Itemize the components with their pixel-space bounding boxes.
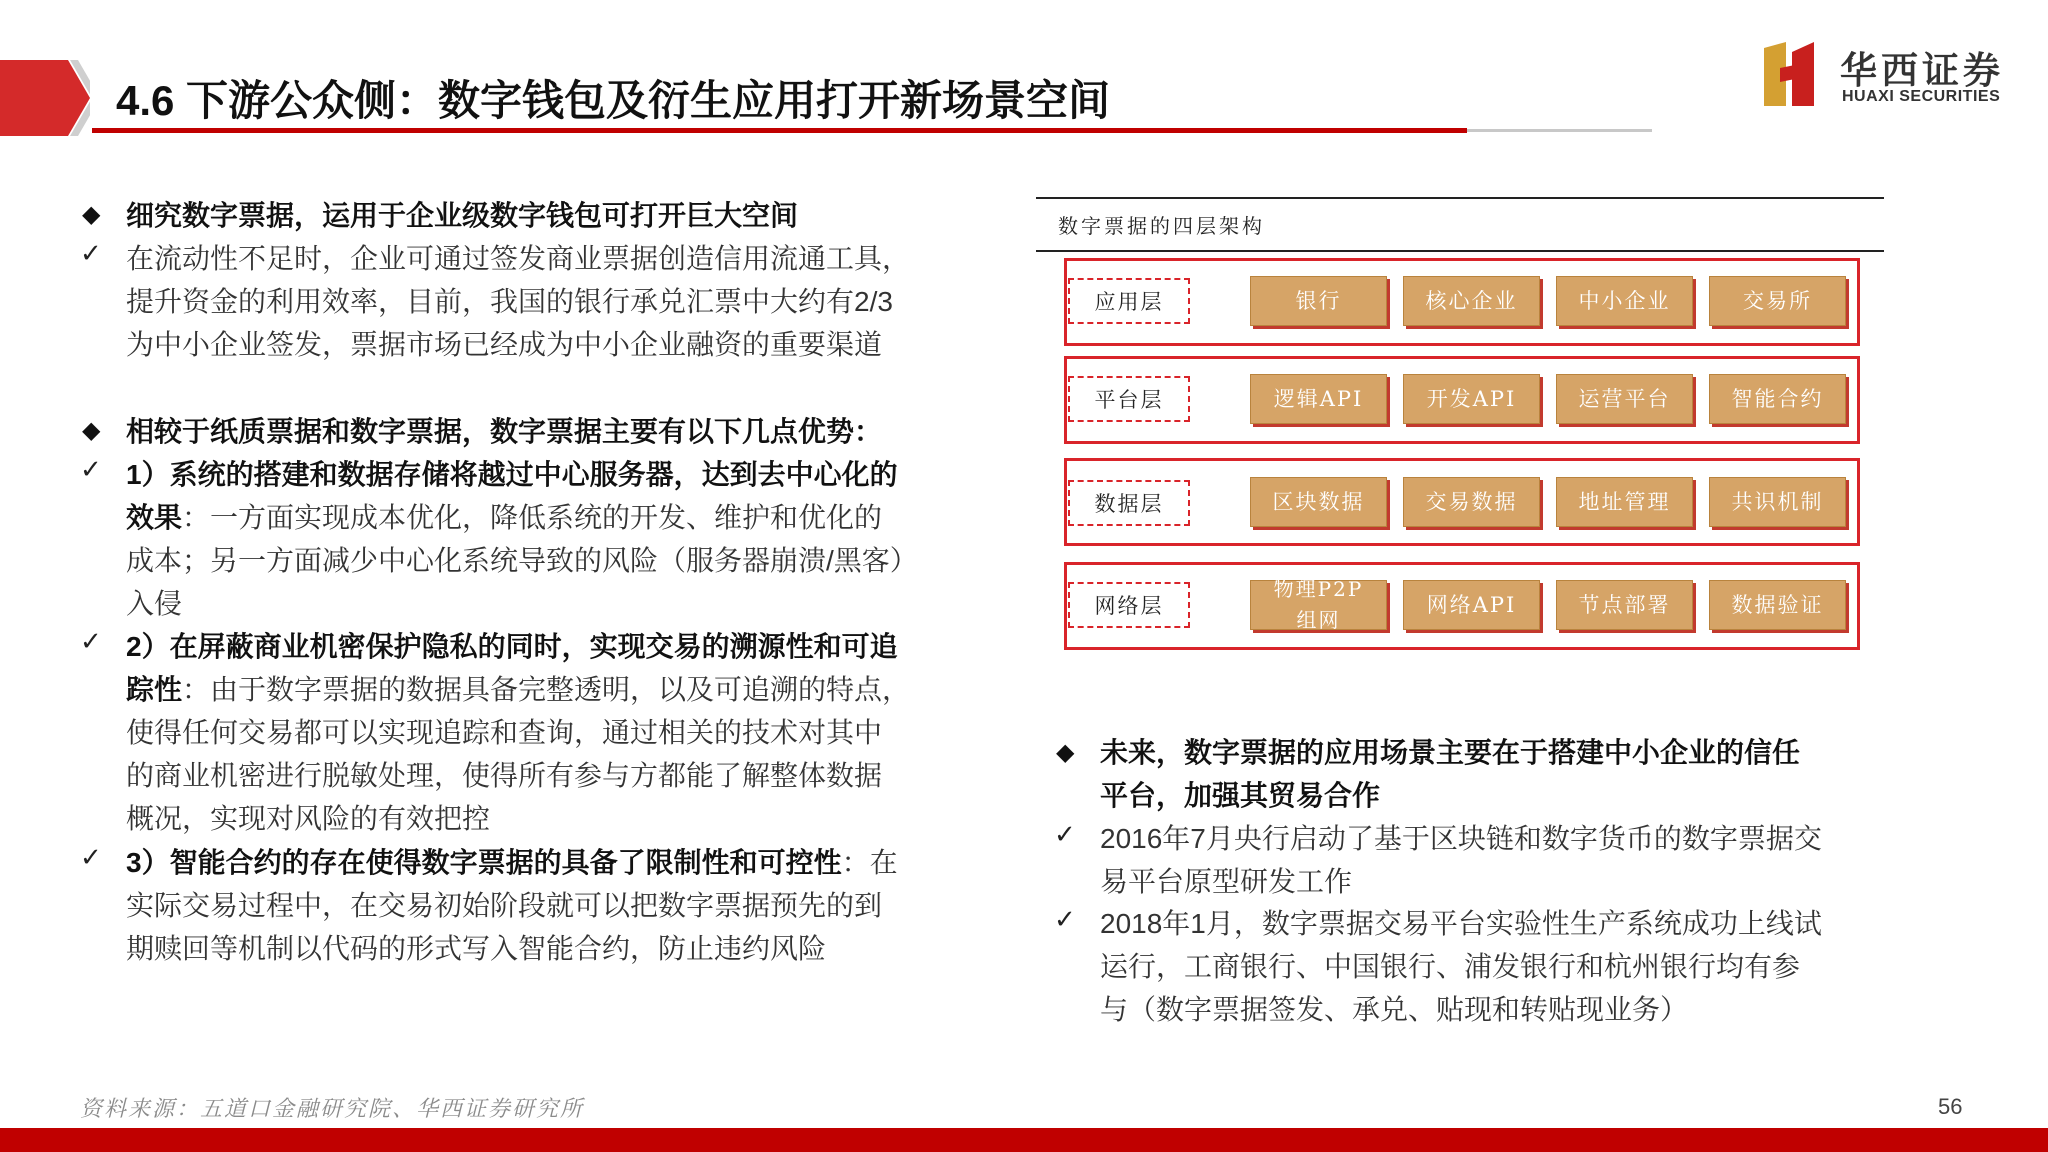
checkmark-icon: ✓ <box>80 238 102 268</box>
checkmark-icon: ✓ <box>80 454 102 484</box>
node-core-enterprise: 核心企业 <box>1403 276 1540 326</box>
figure-caption: 数字票据的四层架构 <box>1058 214 1265 238</box>
node-deployment: 节点部署 <box>1556 580 1693 630</box>
title-arrow-icon <box>0 60 90 136</box>
future-heading: 未来，数字票据的应用场景主要在于搭建中小企业的信任 平台，加强其贸易合作 <box>1100 737 1801 811</box>
node-dev-api: 开发API <box>1403 374 1540 424</box>
layer-label-network: 网络层 <box>1068 582 1190 628</box>
advantage-item-2: 2）在屏蔽商业机密保护隐私的同时，实现交易的溯源性和可追 踪性：由于数字票据的数据具备完整透明，以及可追溯的特点， 使得任何交易都可以实现追踪和查询，通过相关的技术对其中 的商业机密进行脱敏处理，使得所有参与方都能了解整体数据 概况，实现对风险的有效把控 <box>126 631 911 834</box>
checkmark-icon: ✓ <box>80 626 102 656</box>
node-consensus: 共识机制 <box>1709 477 1846 527</box>
page-number: 56 <box>1938 1094 1963 1119</box>
node-logic-api: 逻辑API <box>1250 374 1387 424</box>
title-underline-gray <box>1467 129 1652 132</box>
node-p2p-network: 物理P2P 组网 <box>1250 580 1387 630</box>
company-logo <box>1760 40 2010 110</box>
node-address-management: 地址管理 <box>1556 477 1693 527</box>
node-transaction-data: 交易数据 <box>1403 477 1540 527</box>
source-note: 资料来源：五道口金融研究院、华西证券研究所 <box>80 1097 585 1122</box>
future-item-2: 2018年1月，数字票据交易平台实验性生产系统成功上线试 运行，工商银行、中国银行、浦发银行和杭州银行均有参 与（数字票据签发、承兑、贴现和转贴现业务） <box>1100 908 1822 1025</box>
diamond-bullet-icon: ◆ <box>82 417 101 444</box>
checkmark-icon: ✓ <box>1054 819 1076 849</box>
diamond-bullet-icon: ◆ <box>1056 739 1075 766</box>
page-title: 4.6 下游公众侧：数字钱包及衍生应用打开新场景空间 <box>116 77 1111 124</box>
node-data-validation: 数据验证 <box>1709 580 1846 630</box>
section2-heading: 相较于纸质票据和数字票据，数字票据主要有以下几点优势： <box>126 416 883 447</box>
logo-text-cn: 华西证券 <box>1840 48 2004 92</box>
logo-text-en: HUAXI SECURITIES <box>1842 88 2001 105</box>
logo-mark-icon <box>1760 42 1818 106</box>
checkmark-icon: ✓ <box>80 842 102 872</box>
layer-label-platform: 平台层 <box>1068 376 1190 422</box>
node-sme: 中小企业 <box>1556 276 1693 326</box>
advantage-item-3: 3）智能合约的存在使得数字票据的具备了限制性和可控性：在 实际交易过程中，在交易初始阶段就可以把数字票据预先的到 期赎回等机制以代码的形式写入智能合约，防止违约风险 <box>126 847 898 964</box>
section1-heading: 细究数字票据，运用于企业级数字钱包可打开巨大空间 <box>126 200 799 231</box>
node-block-data: 区块数据 <box>1250 477 1387 527</box>
node-network-api: 网络API <box>1403 580 1540 630</box>
title-underline <box>92 128 1467 133</box>
section1-body: 在流动性不足时，企业可通过签发商业票据创造信用流通工具， 提升资金的利用效率，目前，我国的银行承兑汇票中大约有2/3 为中小企业签发，票据市场已经成为中小企业融资的重要渠道 <box>126 243 911 360</box>
diamond-bullet-icon: ◆ <box>82 201 101 228</box>
figure-caption-rule <box>1036 250 1884 252</box>
checkmark-icon: ✓ <box>1054 904 1076 934</box>
figure-top-rule <box>1036 197 1884 199</box>
layer-label-data: 数据层 <box>1068 480 1190 526</box>
advantage-item-1: 1）系统的搭建和数据存储将越过中心服务器，达到去中心化的 效果：一方面实现成本优化，降低系统的开发、维护和优化的 成本；另一方面减少中心化系统导致的风险（服务器崩溃/黑客） 入侵 <box>126 459 918 619</box>
node-ops-platform: 运营平台 <box>1556 374 1693 424</box>
node-smart-contract: 智能合约 <box>1709 374 1846 424</box>
node-bank: 银行 <box>1250 276 1387 326</box>
layer-label-application: 应用层 <box>1068 278 1190 324</box>
footer-bar <box>0 1128 2048 1152</box>
future-item-1: 2016年7月央行启动了基于区块链和数字货币的数字票据交 易平台原型研发工作 <box>1100 823 1822 897</box>
node-exchange: 交易所 <box>1709 276 1846 326</box>
